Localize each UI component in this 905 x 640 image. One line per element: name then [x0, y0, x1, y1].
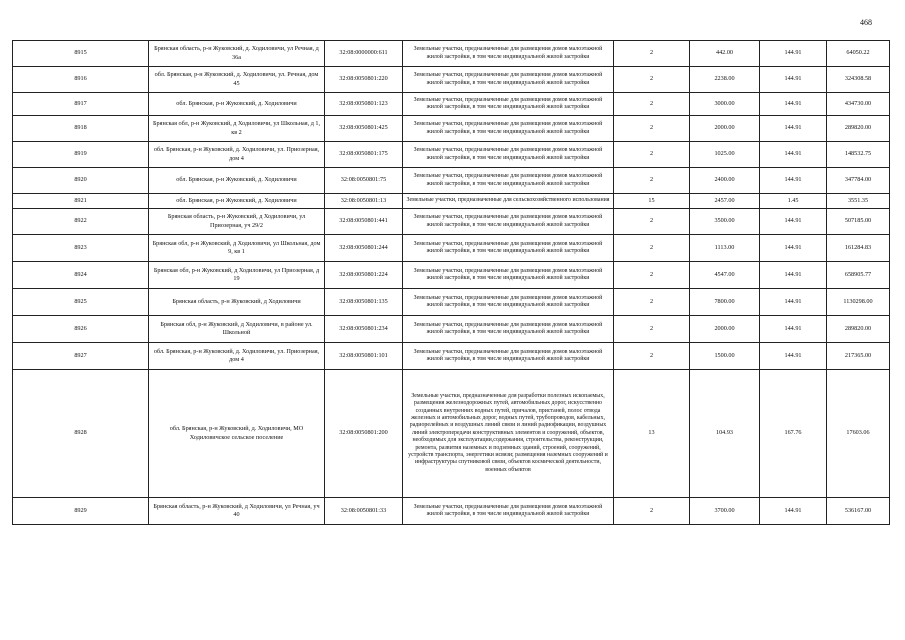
area-cell: 3700.00 — [690, 498, 760, 525]
land-use-cell: Земельные участки, предназначенные для размещения домов малоэтажной жилой застройки, в том числе индивидуальной жилой застройки — [403, 93, 614, 116]
group-cell: 15 — [614, 194, 690, 209]
table-row — [13, 142, 890, 168]
area-cell: 2000.00 — [690, 116, 760, 142]
group-cell: 2 — [614, 343, 690, 370]
address-cell: обл. Брянская, р-н Жуковский, д. Ходиловичи, ул. Приозерная, дом 4 — [149, 343, 325, 370]
address-cell: обл. Брянская, р-н Жуковский, д. Ходиловичи, ул. Приозерная, дом 4 — [149, 142, 325, 168]
area-cell: 442.00 — [690, 41, 760, 67]
area-cell: 7800.00 — [690, 289, 760, 316]
specific-value-cell: 144.91 — [760, 93, 827, 116]
row-number: 8919 — [13, 142, 149, 168]
cadastral-number-cell: 32:08:0050801:175 — [325, 142, 403, 168]
cadastral-cost-cell: 289820.00 — [827, 116, 890, 142]
specific-value-cell: 144.91 — [760, 209, 827, 235]
area-cell: 3500.00 — [690, 209, 760, 235]
table-row — [13, 262, 890, 289]
table-row — [13, 93, 890, 116]
cadastral-cost-cell: 17603.06 — [827, 370, 890, 498]
cadastral-cost-cell: 1130298.00 — [827, 289, 890, 316]
address-cell: обл. Брянская, р-н Жуковский, д. Ходиловичи, ул. Речная, дом 45 — [149, 67, 325, 93]
area-cell: 4547.00 — [690, 262, 760, 289]
land-use-cell: Земельные участки, предназначенные для размещения домов малоэтажной жилой застройки, в том числе индивидуальной жилой застройки — [403, 316, 614, 343]
land-use-cell: Земельные участки, предназначенные для размещения домов малоэтажной жилой застройки, в том числе индивидуальной жилой застройки — [403, 168, 614, 194]
group-cell: 2 — [614, 67, 690, 93]
row-number: 8929 — [13, 498, 149, 525]
row-number: 8923 — [13, 235, 149, 262]
cadastral-cost-cell: 434730.00 — [827, 93, 890, 116]
land-use-cell: Земельные участки, предназначенные для разработки полезных ископаемых, размещения железнодорожных путей, автомобильных дорог, искусственно созданных внутренних водных путей, причалов, пристаней, полос отвода железных и автомобильных дорог, водных путей, трубопроводов, кабельных, радиорелейных и воздушных линий связи и линий радиофикации, воздушных линий электропередачи конструктивных элементов и сооружений, объектов, необходимых для эксплуатации,содержания, строительства, реконструкции, ремонта, развития наземных и подземных зданий, строений, сооружений, устройств транспорта, энергетики исвязи; размещения наземных сооружений и инфраструктуры спутниковой связи, объектов космической деятельности, военных объектов — [403, 370, 614, 498]
area-cell: 2457.00 — [690, 194, 760, 209]
area-cell: 1500.00 — [690, 343, 760, 370]
area-cell: 1025.00 — [690, 142, 760, 168]
cadastral-number-cell: 32:08:0050801:13 — [325, 194, 403, 209]
group-cell: 2 — [614, 168, 690, 194]
group-cell: 2 — [614, 209, 690, 235]
land-use-cell: Земельные участки, предназначенные для размещения домов малоэтажной жилой застройки, в том числе индивидуальной жилой застройки — [403, 262, 614, 289]
table-row — [13, 498, 890, 525]
group-cell: 2 — [614, 41, 690, 67]
address-cell: Брянская обл, р-н Жуковский, д Ходиловичи, ул Школьная, дом 9, кв 1 — [149, 235, 325, 262]
group-cell: 2 — [614, 262, 690, 289]
row-number: 8917 — [13, 93, 149, 116]
group-cell: 2 — [614, 116, 690, 142]
cadastral-number-cell: 32:08:0050801:220 — [325, 67, 403, 93]
cadastral-cost-cell: 347784.00 — [827, 168, 890, 194]
row-number: 8921 — [13, 194, 149, 209]
cadastral-cost-cell: 536167.00 — [827, 498, 890, 525]
address-cell: Брянская обл, р-н Жуковский, д Ходиловичи, ул Приозерная, д 19 — [149, 262, 325, 289]
address-cell: Брянская область, р-н Жуковский, д. Ходиловичи, ул Речная, д 36а — [149, 41, 325, 67]
table-row — [13, 209, 890, 235]
land-use-cell: Земельные участки, предназначенные для размещения домов малоэтажной жилой застройки, в том числе индивидуальной жилой застройки — [403, 235, 614, 262]
row-number: 8922 — [13, 209, 149, 235]
table-row — [13, 168, 890, 194]
specific-value-cell: 144.91 — [760, 116, 827, 142]
address-cell: Брянская обл, р-н Жуковский, д Ходиловичи, ул Школьная, д 1, кв 2 — [149, 116, 325, 142]
row-number: 8916 — [13, 67, 149, 93]
address-cell: обл. Брянская, р-н Жуковский, д. Ходиловичи, МО Ходиловичское сельское поселение — [149, 370, 325, 498]
specific-value-cell: 144.91 — [760, 343, 827, 370]
specific-value-cell: 144.91 — [760, 289, 827, 316]
specific-value-cell: 144.91 — [760, 316, 827, 343]
row-number: 8926 — [13, 316, 149, 343]
table-row — [13, 316, 890, 343]
area-cell: 3000.00 — [690, 93, 760, 116]
specific-value-cell: 144.91 — [760, 235, 827, 262]
land-use-cell: Земельные участки, предназначенные для размещения домов малоэтажной жилой застройки, в том числе индивидуальной жилой застройки — [403, 142, 614, 168]
cadastral-number-cell: 32:08:0050801:135 — [325, 289, 403, 316]
table-row — [13, 289, 890, 316]
cadastral-number-cell: 32:08:0050801:234 — [325, 316, 403, 343]
cadastral-number-cell: 32:08:0050801:123 — [325, 93, 403, 116]
cadastral-cost-cell: 289820.00 — [827, 316, 890, 343]
cadastral-number-cell: 32:08:0050801:425 — [325, 116, 403, 142]
address-cell: Брянская обл, р-н Жуковский, д Ходиловичи, в районе ул. Школьной — [149, 316, 325, 343]
cadastral-number-cell: 32:08:0050801:244 — [325, 235, 403, 262]
table-row — [13, 67, 890, 93]
cadastral-cost-cell: 64050.22 — [827, 41, 890, 67]
address-cell: Брянская область, р-н Жуковский, д Ходиловичи, ул Приозерная, уч 29/2 — [149, 209, 325, 235]
cadastral-value-table — [12, 40, 890, 525]
group-cell: 2 — [614, 93, 690, 116]
table-row — [13, 343, 890, 370]
group-cell: 2 — [614, 316, 690, 343]
cadastral-cost-cell: 324308.58 — [827, 67, 890, 93]
land-use-cell: Земельные участки, предназначенные для сельскохозяйственного использования — [403, 194, 614, 209]
row-number: 8920 — [13, 168, 149, 194]
table-row — [13, 194, 890, 209]
specific-value-cell: 144.91 — [760, 262, 827, 289]
group-cell: 2 — [614, 498, 690, 525]
area-cell: 2238.00 — [690, 67, 760, 93]
cadastral-number-cell: 32:08:0050801:441 — [325, 209, 403, 235]
land-use-cell: Земельные участки, предназначенные для размещения домов малоэтажной жилой застройки, в том числе индивидуальной жилой застройки — [403, 343, 614, 370]
row-number: 8918 — [13, 116, 149, 142]
specific-value-cell: 144.91 — [760, 168, 827, 194]
area-cell: 2400.00 — [690, 168, 760, 194]
specific-value-cell: 144.91 — [760, 41, 827, 67]
address-cell: Брянская область, р-н Жуковский, д Ходиловичи, ул Речная, уч 40 — [149, 498, 325, 525]
group-cell: 2 — [614, 235, 690, 262]
cadastral-cost-cell: 161284.83 — [827, 235, 890, 262]
cadastral-number-cell: 32:08:0050801:101 — [325, 343, 403, 370]
specific-value-cell: 144.91 — [760, 498, 827, 525]
land-use-cell: Земельные участки, предназначенные для размещения домов малоэтажной жилой застройки, в том числе индивидуальной жилой застройки — [403, 289, 614, 316]
address-cell: обл. Брянская, р-н Жуковский, д. Ходиловичи — [149, 93, 325, 116]
address-cell: обл. Брянская, р-н Жуковский, д. Ходиловичи — [149, 194, 325, 209]
cadastral-cost-cell: 217365.00 — [827, 343, 890, 370]
group-cell: 2 — [614, 289, 690, 316]
cadastral-number-cell: 32:08:0050801:75 — [325, 168, 403, 194]
row-number: 8927 — [13, 343, 149, 370]
area-cell: 104.93 — [690, 370, 760, 498]
cadastral-cost-cell: 507185.00 — [827, 209, 890, 235]
page-number: 468 — [860, 18, 872, 27]
cadastral-cost-cell: 658905.77 — [827, 262, 890, 289]
specific-value-cell: 144.91 — [760, 67, 827, 93]
specific-value-cell: 1.45 — [760, 194, 827, 209]
area-cell: 2000.00 — [690, 316, 760, 343]
cadastral-number-cell: 32:08:0050801:224 — [325, 262, 403, 289]
row-number: 8925 — [13, 289, 149, 316]
table-row — [13, 370, 890, 498]
cadastral-number-cell: 32:08:0050801:200 — [325, 370, 403, 498]
group-cell: 2 — [614, 142, 690, 168]
area-cell: 1113.00 — [690, 235, 760, 262]
table-row — [13, 235, 890, 262]
table-body — [13, 41, 890, 525]
address-cell: обл. Брянская, р-н Жуковский, д. Ходиловичи — [149, 168, 325, 194]
land-use-cell: Земельные участки, предназначенные для размещения домов малоэтажной жилой застройки, в том числе индивидуальной жилой застройки — [403, 41, 614, 67]
address-cell: Брянская область, р-н Жуковский, д Ходиловичи — [149, 289, 325, 316]
cadastral-cost-cell: 3551.35 — [827, 194, 890, 209]
row-number: 8928 — [13, 370, 149, 498]
table-row — [13, 116, 890, 142]
cadastral-cost-cell: 148532.75 — [827, 142, 890, 168]
land-use-cell: Земельные участки, предназначенные для размещения домов малоэтажной жилой застройки, в том числе индивидуальной жилой застройки — [403, 67, 614, 93]
land-use-cell: Земельные участки, предназначенные для размещения домов малоэтажной жилой застройки, в том числе индивидуальной жилой застройки — [403, 498, 614, 525]
land-use-cell: Земельные участки, предназначенные для размещения домов малоэтажной жилой застройки, в том числе индивидуальной жилой застройки — [403, 209, 614, 235]
table-row — [13, 41, 890, 67]
row-number: 8924 — [13, 262, 149, 289]
specific-value-cell: 144.91 — [760, 142, 827, 168]
land-use-cell: Земельные участки, предназначенные для размещения домов малоэтажной жилой застройки, в том числе индивидуальной жилой застройки — [403, 116, 614, 142]
group-cell: 13 — [614, 370, 690, 498]
cadastral-number-cell: 32:08:0000000:611 — [325, 41, 403, 67]
specific-value-cell: 167.76 — [760, 370, 827, 498]
row-number: 8915 — [13, 41, 149, 67]
cadastral-number-cell: 32:08:0050801:33 — [325, 498, 403, 525]
